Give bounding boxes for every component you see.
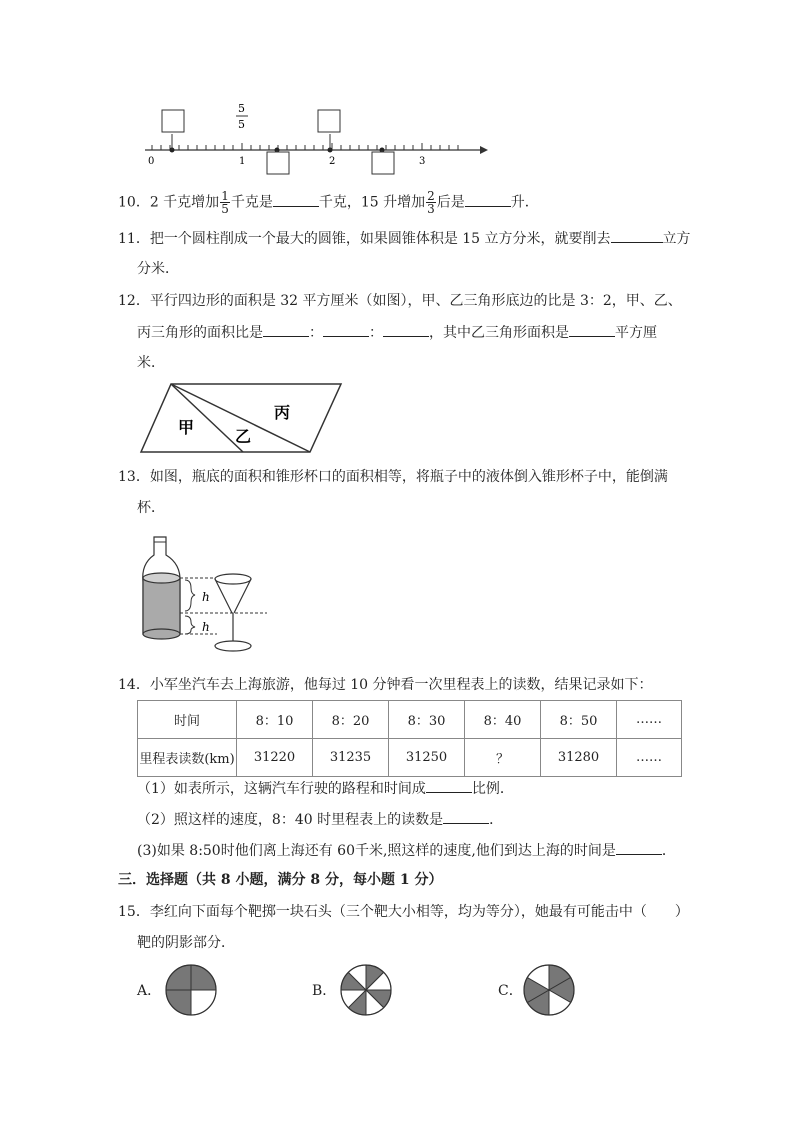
ratio-colon: ： <box>369 325 383 341</box>
option-c-label[interactable]: C． <box>498 983 523 999</box>
question-15 <box>118 902 689 922</box>
fraction: $\frac{1}{5}$ <box>221 189 229 216</box>
question-number: 13． <box>118 469 150 485</box>
question-11 <box>118 228 691 249</box>
question-text: ． <box>489 812 504 828</box>
question-text: 后是 <box>436 194 465 211</box>
question-12 <box>118 291 682 311</box>
question-text: 比例． <box>471 781 514 797</box>
option-a-label[interactable]: A． <box>137 983 162 999</box>
answer-blank[interactable] <box>443 809 489 824</box>
table-row <box>138 701 682 739</box>
table-row <box>138 739 682 777</box>
answer-box[interactable] <box>372 152 394 174</box>
ratio-colon: ： <box>309 325 323 341</box>
question-10 <box>118 190 539 215</box>
table-cell: ？ <box>465 739 541 777</box>
question-13 <box>118 467 668 487</box>
target-a[interactable] <box>164 963 218 1017</box>
table-cell: 8：10 <box>237 701 313 739</box>
table-cell: …… <box>617 739 682 777</box>
question-text: 小军坐汽车去上海旅游，他每过 10 分钟看一次里程表上的读数，结果记录如下： <box>149 677 653 693</box>
answer-box[interactable] <box>267 152 289 174</box>
region-label-bing: 丙 <box>274 403 291 422</box>
number-line-figure <box>140 98 492 178</box>
table-cell: 8：30 <box>389 701 465 739</box>
question-text: 如图，瓶底的面积和锥形杯口的面积相等，将瓶子中的液体倒入锥形杯子中，能倒满 <box>149 469 668 485</box>
answer-blank[interactable] <box>616 840 662 855</box>
table-cell: 8：50 <box>541 701 617 739</box>
question-text: ，其中乙三角形面积是 <box>429 325 569 341</box>
question-number: 12． <box>118 293 150 309</box>
question-text: 李红向下面每个靶掷一块石头（三个靶大小相等，均为等分），她最有可能击中（ ） <box>149 904 689 920</box>
question-text: 平行四边形的面积是 32 平方厘米（如图），甲、乙三角形底边的比是 3：2，甲、乙、 <box>149 293 682 309</box>
table-cell: …… <box>617 701 682 739</box>
tick-label: 3 <box>419 156 426 167</box>
question-text: (3)如果 8:50时他们离上海还有 60千米,照这样的速度,他们到达上海的时间是 <box>137 843 616 859</box>
table-cell: 31250 <box>389 739 465 777</box>
question-text: 靶的阴影部分． <box>137 935 235 951</box>
answer-blank[interactable] <box>569 322 615 337</box>
fraction-denominator: 5 <box>238 118 245 131</box>
question-number: 15． <box>118 904 150 920</box>
answer-box[interactable] <box>162 110 184 132</box>
option-b-label[interactable]: B． <box>312 983 337 999</box>
height-label: h <box>202 590 210 604</box>
question-number: 10． <box>118 194 150 211</box>
table-cell: 8：20 <box>313 701 389 739</box>
question-14-sub-3 <box>137 840 676 861</box>
question-text: 千克是 <box>230 194 273 211</box>
target-c[interactable] <box>522 963 576 1017</box>
question-13-line-2 <box>137 498 165 518</box>
tick-label: 2 <box>329 156 336 167</box>
answer-box[interactable] <box>318 110 340 132</box>
question-text: 2 千克增加 <box>149 194 220 211</box>
question-text: ． <box>661 843 676 859</box>
section-title: 三．选择题（共 8 小题，满分 8 分，每小题 1 分） <box>118 872 443 888</box>
question-text: 米． <box>137 355 165 371</box>
question-number: 11． <box>118 231 150 247</box>
tick-label: 0 <box>148 156 155 167</box>
table-cell: 31235 <box>313 739 389 777</box>
question-text: 升． <box>510 194 539 211</box>
answer-blank[interactable] <box>263 322 309 337</box>
question-text: （2）照这样的速度，8：40 时里程表上的读数是 <box>137 812 444 828</box>
bottle-cone-figure <box>137 530 271 658</box>
answer-blank[interactable] <box>465 192 511 207</box>
answer-blank[interactable] <box>323 322 369 337</box>
region-label-yi: 乙 <box>235 427 252 446</box>
region-label-jia: 甲 <box>178 418 195 437</box>
question-12-line-2 <box>137 322 657 343</box>
answer-blank[interactable] <box>273 192 319 207</box>
question-text: 丙三角形的面积比是 <box>137 325 263 341</box>
odometer-table <box>137 700 682 777</box>
question-14 <box>118 675 653 695</box>
question-text: 把一个圆柱削成一个最大的圆锥，如果圆锥体积是 15 立方分米，就要削去 <box>149 231 611 247</box>
question-text: 立方 <box>662 231 691 247</box>
fraction: $\frac{2}{3}$ <box>427 189 435 216</box>
question-text: 杯． <box>137 500 165 516</box>
question-14-sub-2 <box>137 809 503 830</box>
fraction-numerator: 5 <box>238 102 245 115</box>
table-cell: 8：40 <box>465 701 541 739</box>
table-cell: 31280 <box>541 739 617 777</box>
question-14-sub-1 <box>137 778 514 799</box>
parallelogram-figure <box>138 380 346 456</box>
target-b[interactable] <box>339 963 393 1017</box>
table-cell: 里程表读数(km) <box>138 739 237 777</box>
tick-label: 1 <box>239 156 246 167</box>
answer-blank[interactable] <box>426 778 472 793</box>
question-text: 千克，15 升增加 <box>318 194 426 211</box>
height-label: h <box>202 620 210 634</box>
question-text: （1）如表所示，这辆汽车行驶的路程和时间成 <box>137 781 426 797</box>
answer-blank[interactable] <box>611 228 663 243</box>
question-text: 平方厘 <box>615 325 657 341</box>
table-cell: 31220 <box>237 739 313 777</box>
question-text: 分米． <box>137 261 179 277</box>
table-cell: 时间 <box>138 701 237 739</box>
question-number: 14． <box>118 677 150 693</box>
answer-blank[interactable] <box>383 322 429 337</box>
